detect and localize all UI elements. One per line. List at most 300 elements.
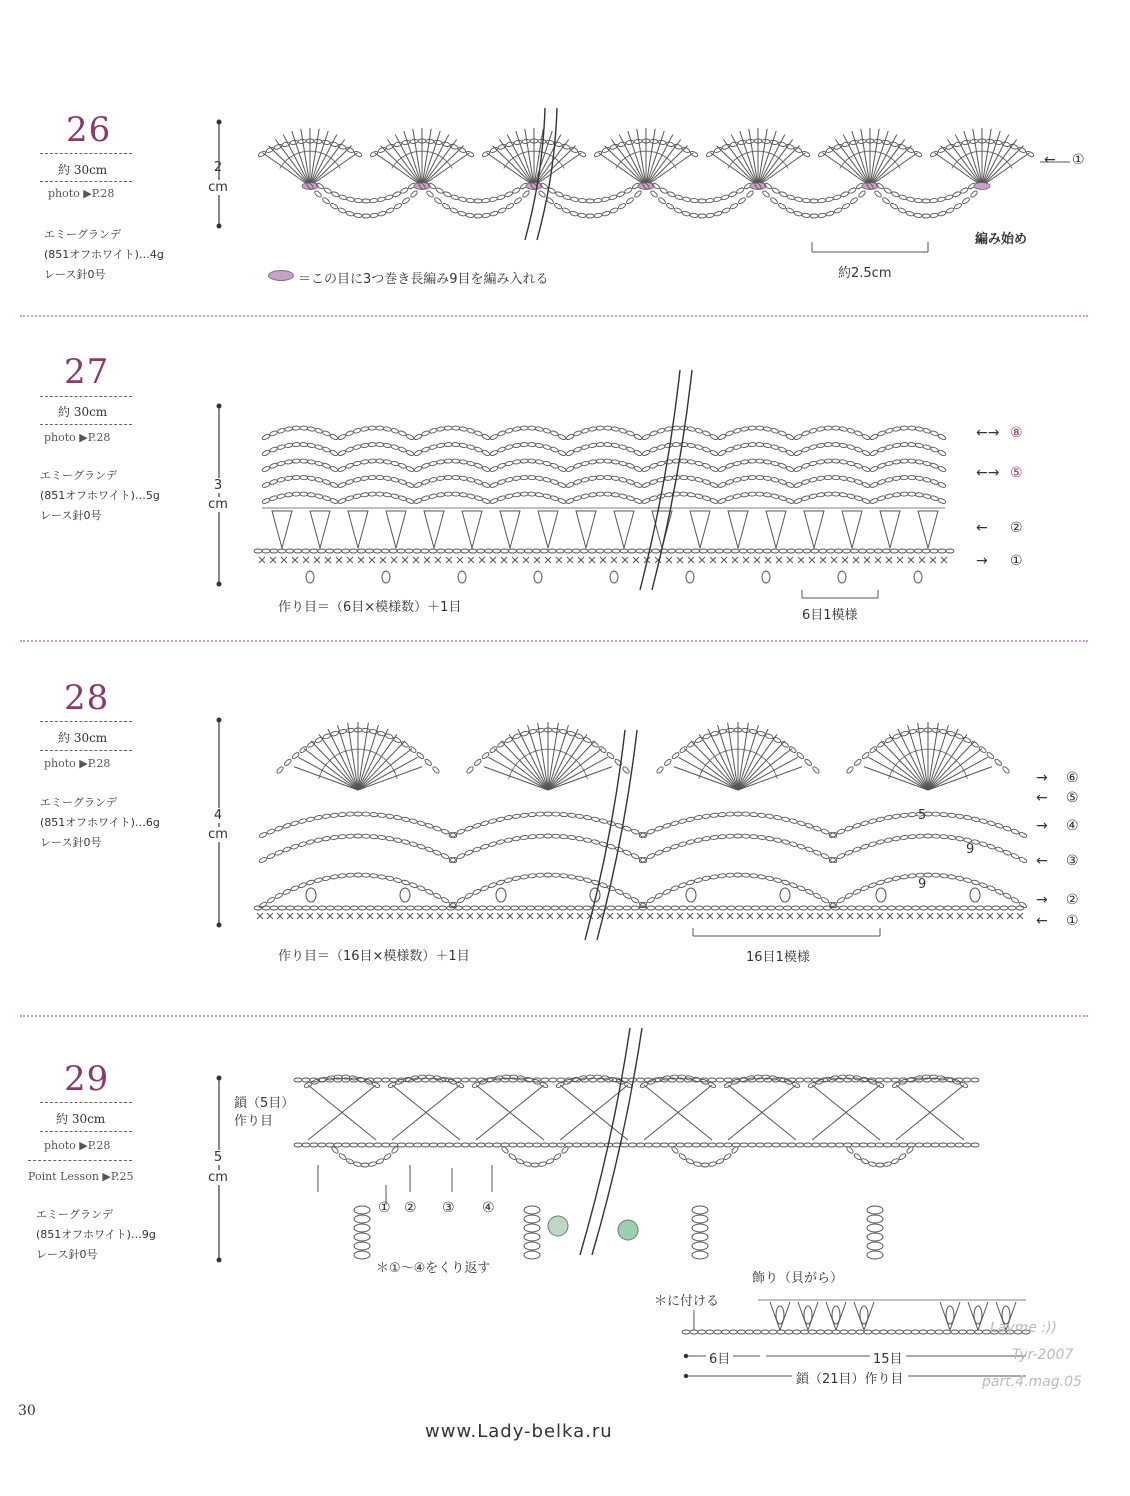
height-unit: cm [200, 497, 236, 512]
stitch-bar [664, 156, 669, 160]
foundation-chain [938, 549, 946, 553]
arch-row [923, 444, 932, 450]
foundation-chain [874, 549, 882, 553]
arch-row [657, 428, 666, 434]
arch-row [338, 834, 346, 839]
arch-row [284, 426, 293, 431]
shell-edge [906, 147, 915, 154]
drop-loop [853, 1153, 862, 1161]
shell-fan [310, 153, 358, 186]
chain-loop [706, 213, 715, 218]
arch-row [459, 459, 468, 464]
shell-fan [758, 153, 806, 186]
shell-fan [699, 734, 738, 790]
picot-mark [914, 571, 922, 583]
arch-row [940, 873, 948, 878]
arch-row [672, 442, 680, 446]
arch-row [520, 835, 528, 840]
chain-loop [618, 202, 627, 210]
foundation-chain [671, 906, 679, 910]
arch-row [930, 430, 939, 437]
stitch-bar [759, 755, 764, 758]
shell-edge [658, 140, 667, 145]
bottom-chain [302, 1143, 310, 1147]
arch-row [765, 876, 774, 882]
arch-row [575, 876, 584, 882]
ornament-loop [776, 1306, 784, 1324]
arch-row [604, 492, 612, 496]
arch-row [657, 444, 666, 450]
triangle-cluster [538, 511, 558, 548]
chain-loop [322, 197, 331, 205]
foundation-label: 鎖（5目）作り目 [234, 1096, 288, 1129]
ornament-chain [745, 1330, 753, 1334]
stitch-bar [637, 151, 643, 152]
arch-row [346, 873, 354, 877]
arch-row [262, 449, 271, 456]
arch-row [552, 812, 560, 816]
bottom-chain [644, 1143, 652, 1147]
arch-row [963, 815, 972, 820]
arch-row [955, 836, 964, 841]
shell-fan [881, 741, 928, 790]
arch-row [626, 479, 635, 485]
dimension-end-dot [684, 1374, 688, 1378]
chain-loop [331, 191, 340, 198]
arch-row [870, 449, 879, 456]
arch-row [718, 834, 726, 839]
arch-row [1019, 856, 1028, 863]
arch-row [948, 813, 956, 818]
chain-loop [392, 191, 401, 198]
arch-row [520, 459, 528, 463]
divider-rule [28, 1160, 132, 1161]
bottom-chain [931, 1143, 939, 1147]
arch-row [338, 482, 347, 489]
shell-edge [930, 150, 939, 157]
ornament-chain [888, 1330, 896, 1334]
arch-row [862, 449, 871, 456]
foundation-chain [803, 549, 811, 553]
arch-row [277, 493, 286, 499]
chain-loop [899, 194, 908, 200]
arch-row [611, 426, 620, 431]
arch-row [262, 498, 271, 505]
arch-row [520, 813, 528, 818]
arch-row [734, 812, 742, 816]
shell-edge [546, 140, 555, 145]
foundation-chain [930, 549, 938, 553]
chain-loop [400, 187, 409, 194]
pattern-28-chart [217, 718, 1028, 941]
arch-row [550, 495, 559, 501]
shell-fan [982, 153, 1030, 186]
shell-edge [695, 736, 704, 743]
pattern-length: 約 30cm [58, 731, 108, 745]
footer-url[interactable]: www.Lady-belka.ru [425, 1421, 613, 1442]
arch-row [626, 495, 635, 501]
legend-oval-icon [268, 270, 294, 281]
foundation-chain [699, 549, 707, 553]
scallop-chain [922, 1075, 930, 1079]
foundation-chain [906, 549, 914, 553]
chain-loop [402, 197, 411, 205]
stitch-bar [301, 151, 307, 152]
stitch-bar [504, 164, 507, 169]
bottom-chain [724, 1143, 732, 1147]
arch-row [892, 814, 900, 819]
ornament-chain [737, 1330, 745, 1334]
arch-row [322, 814, 330, 819]
spiral-coil [354, 1242, 370, 1250]
arch-row [520, 492, 528, 496]
arch-row [778, 446, 787, 453]
ornament-chain [935, 1330, 943, 1334]
foundation-chain [944, 906, 952, 910]
arch-row [892, 426, 901, 431]
chain-loop [563, 194, 572, 200]
foundation-chain [735, 906, 743, 910]
foundation-chain [771, 549, 779, 553]
arch-row [436, 476, 444, 481]
arch-row [718, 873, 726, 878]
triangle-cluster [386, 511, 406, 548]
arch-row [599, 818, 608, 824]
foundation-chain [715, 549, 723, 553]
arch-row [763, 492, 771, 497]
chain-loop [787, 194, 796, 200]
arch-row [504, 877, 513, 883]
drop-loop [868, 1161, 877, 1167]
arch-row [794, 465, 803, 472]
foundation-chain [928, 906, 936, 910]
arch-row [306, 839, 315, 845]
chain-loop [609, 194, 618, 200]
stitch-bar [769, 763, 773, 768]
shell-edge [362, 728, 370, 733]
arch-row [315, 461, 324, 467]
foundation-chain [286, 906, 294, 910]
arch-row [758, 835, 766, 840]
arch-row [362, 834, 370, 838]
chain-loop [667, 191, 676, 198]
foundation-chain [856, 906, 864, 910]
chain-loop [450, 207, 459, 214]
repeat-label: 6目1模様 [802, 608, 858, 623]
arch-row [474, 446, 483, 453]
arch-row [414, 433, 423, 440]
arch-row [948, 835, 956, 840]
arch-row [566, 498, 575, 505]
arch-row [642, 433, 651, 440]
arch-row [695, 477, 704, 483]
arch-row [626, 430, 635, 437]
arch-row [353, 461, 362, 467]
shell-edge [522, 139, 530, 144]
foundation-chain [968, 906, 976, 910]
top-chain [557, 1078, 565, 1082]
chain-loop [738, 197, 747, 205]
arch-row [406, 482, 415, 489]
shell-edge [490, 147, 499, 154]
arch-row [702, 463, 711, 470]
chain-loop [504, 191, 513, 198]
arch-row [801, 495, 810, 501]
shell-fan [262, 153, 310, 186]
arch-row [604, 442, 612, 446]
arch-row [1019, 832, 1028, 839]
arch-row [634, 449, 643, 456]
shell-edge [378, 147, 387, 154]
scallop-chain [510, 1075, 518, 1079]
arch-row [482, 482, 491, 489]
shell-edge [762, 139, 770, 144]
arch-row [839, 459, 848, 464]
bottom-chain [469, 1143, 477, 1147]
arch-row [284, 443, 293, 448]
bottom-chain [708, 1143, 716, 1147]
arch-row [813, 825, 822, 832]
pattern-length: 約 30cm [56, 1112, 106, 1126]
foundation-chain [519, 906, 527, 910]
arch-row [908, 834, 916, 839]
foundation-chain [326, 906, 334, 910]
bottom-chain [915, 1143, 923, 1147]
arch-row [550, 430, 559, 437]
top-chain [382, 1078, 390, 1082]
step-label: ④ [482, 1200, 495, 1216]
foundation-chain [859, 549, 867, 553]
arch-row [345, 446, 354, 453]
drop-loop [368, 1161, 377, 1167]
yarn-name: エミーグランデ [40, 796, 117, 809]
bottom-chain [923, 1143, 931, 1147]
chain-loop [746, 190, 755, 198]
stitch-bar [287, 156, 292, 160]
chain-loop [840, 191, 849, 198]
stitch-bar [522, 755, 527, 758]
arch-row [269, 446, 278, 453]
triangle-cluster [348, 511, 368, 548]
arch-row [452, 475, 460, 479]
arch-row [971, 816, 980, 822]
arch-row [877, 430, 886, 437]
arch-row [480, 885, 489, 892]
shell-fan [358, 749, 412, 790]
bottom-chain [429, 1143, 437, 1147]
shell-edge [610, 144, 619, 150]
shell-edge [266, 147, 275, 154]
row-arrow-icon: → [1036, 770, 1048, 786]
arch-row [456, 828, 465, 835]
arch-row [298, 841, 307, 847]
top-chain [708, 1078, 716, 1082]
arch-row [876, 839, 885, 845]
arch-row [401, 816, 410, 822]
arch-row [345, 479, 354, 485]
photo-ref: photo ▶P.28 [44, 431, 111, 444]
arch-row [274, 849, 283, 856]
shell-edge [634, 139, 642, 144]
foundation-chain [808, 906, 816, 910]
arch-row [474, 479, 483, 485]
chain-loop [722, 207, 731, 214]
arch-row [733, 461, 742, 467]
arch-row [300, 475, 308, 479]
shell-edge [818, 150, 827, 157]
stitch-bar [579, 763, 583, 768]
arch-row [429, 428, 438, 434]
arch-row [670, 820, 679, 826]
bottom-chain [366, 1143, 374, 1147]
shell-edge [674, 144, 683, 150]
arch-row [932, 834, 940, 838]
chain-loop [466, 198, 474, 203]
top-chain [891, 1078, 899, 1082]
divider-rule [40, 181, 132, 182]
stitch-bar [328, 156, 333, 160]
arch-row [718, 482, 727, 489]
arch-row [338, 449, 347, 456]
foundation-chain [920, 906, 928, 910]
arch-row [459, 426, 468, 431]
ornament-chain [682, 1330, 690, 1334]
chain-loop [458, 196, 467, 202]
arch-row [680, 442, 688, 446]
arch-row [376, 459, 384, 463]
foundation-chain [326, 549, 334, 553]
bottom-chain [453, 1143, 461, 1147]
shell-fan [947, 139, 982, 186]
shell-edge [978, 746, 987, 754]
chain-loop [713, 196, 722, 202]
arch-row [322, 836, 331, 841]
foundation-chain [896, 906, 904, 910]
foundation-chain [439, 906, 447, 910]
arch-row [368, 426, 376, 430]
shell-edge [474, 758, 483, 766]
chain-loop [514, 197, 523, 205]
arch-row [678, 818, 687, 824]
arch-row [979, 841, 988, 847]
arch-row [354, 873, 362, 877]
arch-row [718, 433, 727, 440]
arch-row [1011, 896, 1020, 903]
spiral-coil [524, 1224, 540, 1232]
shell-edge [846, 766, 854, 775]
foundation-chain [580, 549, 588, 553]
shell-edge [714, 147, 723, 154]
bottom-chain [398, 1143, 406, 1147]
arch-row [262, 465, 271, 472]
foundation-chain [615, 906, 623, 910]
cluster-mark [686, 888, 696, 902]
shell-edge [290, 140, 299, 145]
foundation-chain [551, 906, 559, 910]
ornament-chain [896, 1330, 904, 1334]
foundation-chain [703, 906, 711, 910]
foundation-chain [278, 549, 286, 553]
ornament-chain [801, 1330, 809, 1334]
stitch-bar [729, 749, 735, 750]
arch-row [573, 479, 582, 485]
arch-row [259, 901, 268, 909]
arch-row [360, 476, 368, 481]
arch-row [550, 446, 559, 453]
spiral-coil [524, 1215, 540, 1223]
foundation-chain [318, 549, 326, 553]
triangle-cluster [614, 511, 634, 548]
arch-row [839, 426, 848, 431]
arch-row [266, 853, 275, 860]
arch-row [955, 876, 964, 882]
yarn-name: エミーグランデ [36, 1208, 113, 1221]
arch-row [809, 461, 818, 467]
chain-loop [482, 213, 491, 218]
shell-fan [494, 749, 548, 790]
arch-row [474, 495, 483, 501]
spiral-coil [354, 1233, 370, 1241]
scallop-chain [342, 1075, 350, 1079]
arch-row [512, 492, 520, 497]
arch-row [588, 459, 597, 464]
arch-row [923, 477, 932, 483]
stitch-bar [561, 164, 564, 169]
chain-loop [497, 194, 506, 200]
chain-loop [762, 190, 771, 198]
bottom-chain [509, 1143, 517, 1147]
chain-loop [610, 207, 619, 214]
height-value: 2 [213, 160, 223, 175]
shell-edge [570, 147, 579, 154]
bottom-chain [939, 1143, 947, 1147]
yarn-color: (851オフホワイト)…6g [40, 816, 160, 829]
ornament-chain [911, 1330, 919, 1334]
stitch-bar [785, 164, 788, 169]
arch-row [512, 443, 521, 448]
shell-edge [702, 733, 711, 740]
arch-row [591, 839, 600, 845]
shell-fan [928, 749, 982, 790]
dimension-end-dot [217, 582, 222, 587]
foundation-chain [867, 549, 875, 553]
arch-row [619, 493, 628, 499]
foundation-chain [366, 906, 374, 910]
foundation-chain [676, 549, 684, 553]
arch-row [809, 477, 818, 483]
spiral-coil [692, 1224, 708, 1232]
chain-loop [890, 202, 899, 210]
arch-row [797, 885, 806, 892]
arch-row [269, 430, 278, 437]
drop-loop [876, 1163, 884, 1167]
foundation-chain [663, 906, 671, 910]
arch-row [938, 498, 947, 505]
chain-loop [730, 202, 739, 210]
chain-loop [834, 207, 843, 214]
arch-row [444, 492, 452, 496]
shell-fan [874, 749, 928, 790]
ornament-chain [872, 1330, 880, 1334]
shell-fan [499, 139, 534, 186]
arch-row [642, 498, 651, 505]
arch-row [383, 443, 392, 448]
spiral-coil [867, 1224, 883, 1232]
arch-row [269, 479, 278, 485]
shell-edge [706, 150, 715, 157]
foundation-chain [799, 906, 807, 910]
cluster-mark [876, 888, 886, 902]
